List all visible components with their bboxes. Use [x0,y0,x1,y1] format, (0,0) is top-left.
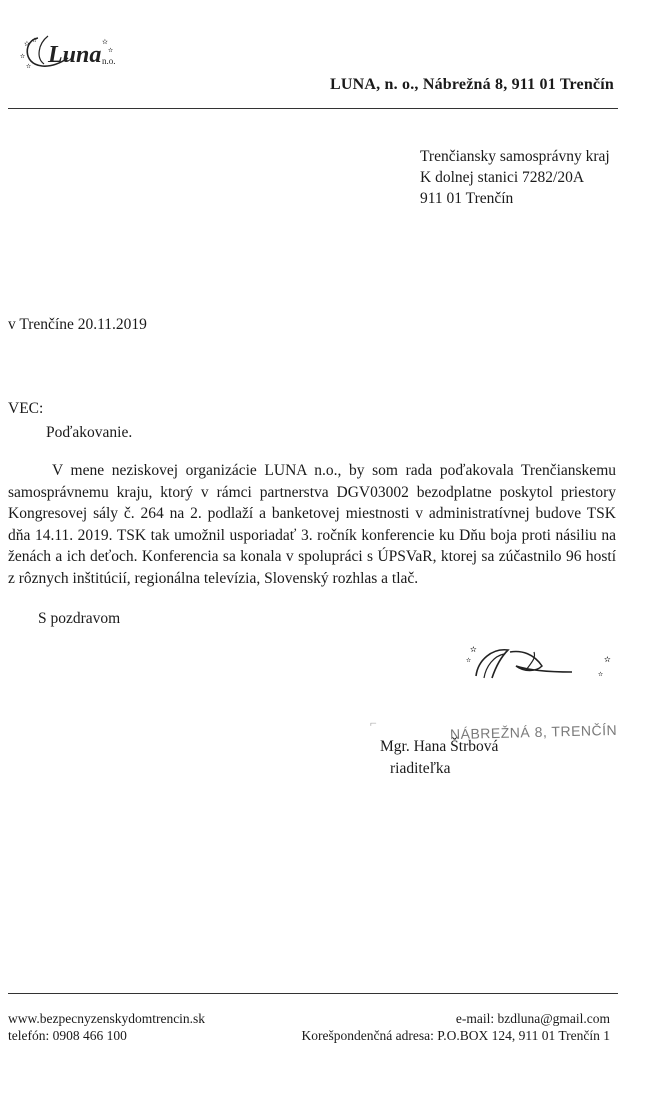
subject-text: Poďakovanie. [46,424,133,441]
star-icon: ✫ [102,38,108,46]
star-icon: ✫ [604,655,611,664]
signer-role: riaditeľka [390,760,451,777]
footer-contact-right [262,1010,610,1044]
footer-email: e-mail: bzdluna@gmail.com [455,1011,610,1026]
recipient-line: K dolnej stanici 7282/20A [420,169,585,186]
footer-divider [8,993,618,994]
star-icon: ✫ [598,672,604,678]
footer-website: www.bezpecnyzenskydomtrencin.sk [8,1011,206,1026]
footer-postal-address: Korešpondenčná adresa: P.O.BOX 124, 911 01 Trenčín 1 [301,1028,610,1043]
handwritten-signature [462,632,622,692]
star-icon: ✫ [470,645,477,654]
recipient-line: Trenčiansky samosprávny kraj [420,148,610,165]
star-icon: ✫ [20,54,26,60]
footer-phone: telefón: 0908 466 100 [8,1028,127,1043]
signer-name: Mgr. Hana Štrbová [380,738,499,755]
closing-salutation: S pozdravom [38,610,121,627]
logo-suffix: n.o. [102,56,116,66]
logo-wordmark: Luna [48,42,102,68]
recipient-line: 911 01 Trenčín [420,190,514,207]
star-icon: ✫ [24,40,30,48]
organization-stamp: NÁBREŽNÁ 8, TRENČÍN [449,721,618,743]
organization-logo [18,28,128,78]
footer-contact-left [8,1010,205,1044]
sender-address: LUNA, n. o., Nábrežná 8, 911 01 Trenčín [330,76,614,93]
letter-body: V mene neziskovej organizácie LUNA n.o., by som rada poďakovala Trenčianskemu samosprávnemu kraju, ktorý v rámci partnerstva DGV03002 bezodplatne poskytol priestory Kongresovej sály č. 264 na 2. podlaží a banketovej miestnosti v administratívnej budove TSK dňa 14.11. 2019. TSK tak umožnil usporiadať 3. ročník konferencie ku Dňu boja proti násiliu na ženách a ich deťoch. Konferencia sa konala v spolupráci s ÚPSVaR, ktorej sa zúčastnilo 96 hostí z rôznych inštitúcií, regionálna televízia, Slovenský rozhlas a tlač. [8,462,616,587]
recipient-address [420,146,610,209]
star-icon: ✫ [26,64,32,70]
star-icon: ✫ [108,48,114,54]
stamp-mark: ⌐ [370,716,377,730]
letter-date: v Trenčíne 20.11.2019 [8,316,147,333]
signature-graphic [462,632,622,692]
star-icon: ✫ [32,38,38,44]
star-icon: ✫ [466,658,472,664]
subject-label: VEC: [8,400,44,417]
luna-logo-graphic [18,28,128,78]
header-divider [8,108,618,109]
